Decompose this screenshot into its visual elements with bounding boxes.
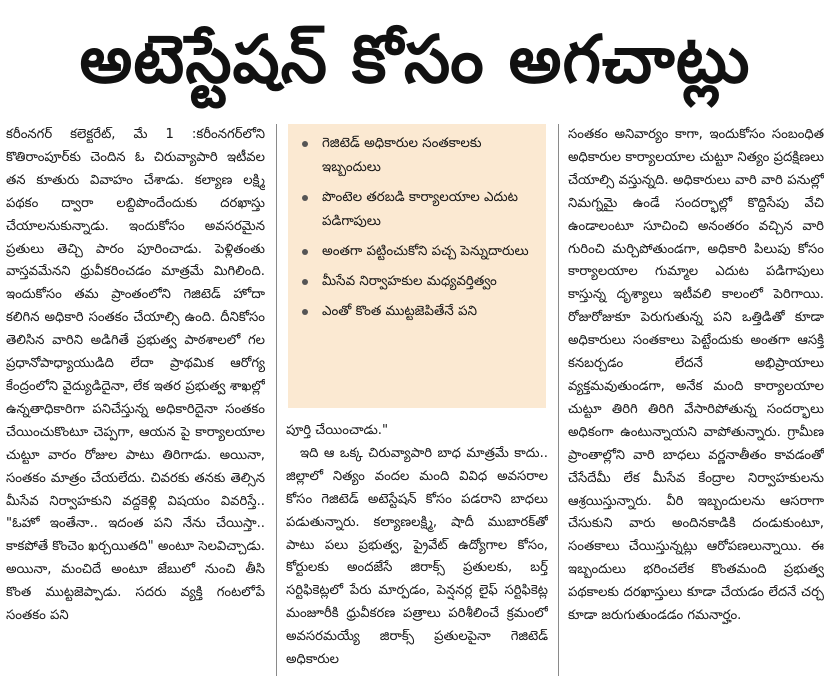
article-column-1 [6, 124, 265, 680]
column-divider [558, 124, 559, 676]
highlight-text: ఎంతో కొంత ముట్టజెపితేనే పని [322, 304, 477, 319]
article-column-3 [568, 124, 824, 680]
highlight-item [300, 300, 538, 324]
highlights-box [288, 124, 546, 408]
bullet-icon [302, 195, 308, 201]
paragraph: కరీంనగర్ కలెక్టరేట్, మే 1 :కరీంనగర్‌లోని కొతిరాంపూర్‌కు చెందిన ఓ చిరువ్యాపారి ఇటీవల తన కూతురు వివాహం చేశాడు. కల్యాణ లక్ష్మి పథకం ద్వారా లబ్దిపొందేందుకు దరఖాస్తు చేయాలనుకున్నాడు. ఇందుకోసం అవసరమైన ప్రతులు తెచ్చి పారం పూరించాడు. పెళ్లితంతు వాస్తవమేనని ధ్రువీకరించడం మాత్రమే మిగిలింది. ఇందుకోసం తమ ప్రాంతంలోని గెజిటెడ్ హోదా కలిగిన అధికారి సంతకం చేయాల్సి ఉంది. దీనికోసం తెలిసిన వారిని అడిగితే ప్రభుత్వ పాఠశాలలో గల ప్రధానోపాధ్యాయుడిది లేదా ప్రాథమిక ఆరోగ్య కేంద్రంలోని వైద్యుడిదైనా, లేక ఇతర ప్రభుత్వ శాఖల్లో ఉన్నతాధికారిగా పనిచేస్తున్న అధికారిదైనా సంతకం చేయించుకొంటూ చెప్పగా, ఆయన పై కార్యాలయాల చుట్టూ వారం రోజుల పాటు తిరిగాడు. అయినా, సంతకం మాత్రం చేయలేదు. చివరకు తనకు తెల్సిన మీసేవ నిర్వాహకుని వద్దకెళ్లి విషయం వివరిస్తే.. "ఓహో ఇంతేనా.. ఇదంత పని నేను చేయిస్తా.. కాకపోతే కొంచెం ఖర్చయితది" అంటూ సెలవిచ్చాడు. అయినా, మంచిదే అంటూ జేబులో నుంచి తీసి కొంత ముట్టజెప్పాడు. సదరు వ్యక్తి గంటలోపే సంతకం పని [6, 127, 265, 624]
column-divider [276, 124, 277, 676]
article-column-2 [286, 420, 548, 678]
highlight-item [300, 132, 538, 180]
paragraph: పూర్తి చేయించాడు." [286, 423, 389, 438]
bullet-icon [302, 249, 308, 255]
bullet-icon [302, 279, 308, 285]
bullet-icon [302, 141, 308, 147]
highlight-item [300, 186, 538, 234]
highlight-text: మీసేవ నిర్వాహకుల మధ్యవర్తిత్వం [322, 274, 497, 289]
article-headline: అటెస్టేషన్ కోసం అగచాట్లు [79, 21, 751, 98]
highlight-item [300, 270, 538, 294]
paragraph: సంతకం అనివార్యం కాగా, ఇందుకోసం సంబంధిత అధికారుల కార్యాలయాల చుట్టూ నిత్యం ప్రదక్షిణలు చేయాల్సి వస్తున్నది. అధికారులు వారి వారి పనుల్లో నిమగ్నమై ఉండే సందర్భాల్లో కొద్దిసేపు వేచి ఉండాలంటూ సూచించి అనంతరం వచ్చిన వారి గురించి మర్చిపోతుండగా, అధికారి పిలుపు కోసం కార్యాలయాల గుమ్మాల ఎదుట పడిగాపులు కాస్తున్న దృశ్యాలు ఇటీవలి కాలంలో పెరిగాయి. రోజురోజుకూ పెరుగుతున్న పని ఒత్తిడితో కూడా అధికారులు సంతకాలు పెట్టేందుకు అంతగా ఆసక్తి కనబర్చడం లేదనే అభిప్రాయాలు వ్యక్తమవుతుండగా, అనేక మంది కార్యాలయాల చుట్టూ తిరిగి తిరిగి వేసారిపోతున్న సందర్భాలు అధికంగా ఉంటున్నాయని వాపోతున్నారు. గ్రామీణ ప్రాంతాల్లోని వారి బాధలు వర్ణనాతీతం కావడంతో చేసేదేమీ లేక మీసేవ కేంద్రాల నిర్వాహకులను ఆశ్రయిస్తున్నారు. వీరి ఇబ్బందులను ఆసరాగా చేసుకుని వారు అందినకాడికి దండుకుంటూ, సంతకాలు చేయిస్తున్నట్లు ఆరోపణలున్నాయి. ఈ ఇబ్బందులు భరించలేక కొంతమంది ప్రభుత్వ పథకాలకు దరఖాస్తులు కూడా చేయడం లేదనే చర్చ కూడా జరుగుతుండడం గమనార్హం. [568, 127, 824, 624]
highlight-text: గెజిటెడ్ అధికారుల సంతకాలకు ఇబ్బందులు [322, 136, 482, 175]
highlight-text: పొంటెల తరబడి కార్యాలయాల ఎదుట పడిగాపులు [322, 190, 518, 229]
highlight-text: అంతగా పట్టించుకోని పచ్చ పెన్నుదారులు [322, 244, 529, 259]
bullet-icon [302, 309, 308, 315]
paragraph: ఇది ఆ ఒక్క చిరువ్యాపారి బాధ మాత్రమే కాదు.. జిల్లాలో నిత్యం వందల మంది వివిధ అవసరాల కోసం గెజిటెడ్ అటెస్టేషన్ కోసం పడరాని బాధలు పడుతున్నారు. కల్యాణలక్ష్మి, షాదీ ముబారక్‌తో పాటు పలు ప్రభుత్వ, ప్రైవేట్ ఉద్యోగాల కోసం, కోర్టులకు అందజేసే జిరాక్స్ ప్రతులకు, బర్త్ సర్టిఫికెట్లలో పేరు మార్పడం, పెన్షనర్ల లైఫ్ సర్టిఫికెట్ల మంజూరీకి ధ్రువీకరణ పత్రాలు పరిశీలించే క్రమంలో అవసరమయ్యే జిరాక్స్ ప్రతులపైనా గెజిటెడ్ అధికారుల [286, 445, 548, 668]
highlights-list [300, 132, 538, 324]
highlight-item [300, 240, 538, 264]
